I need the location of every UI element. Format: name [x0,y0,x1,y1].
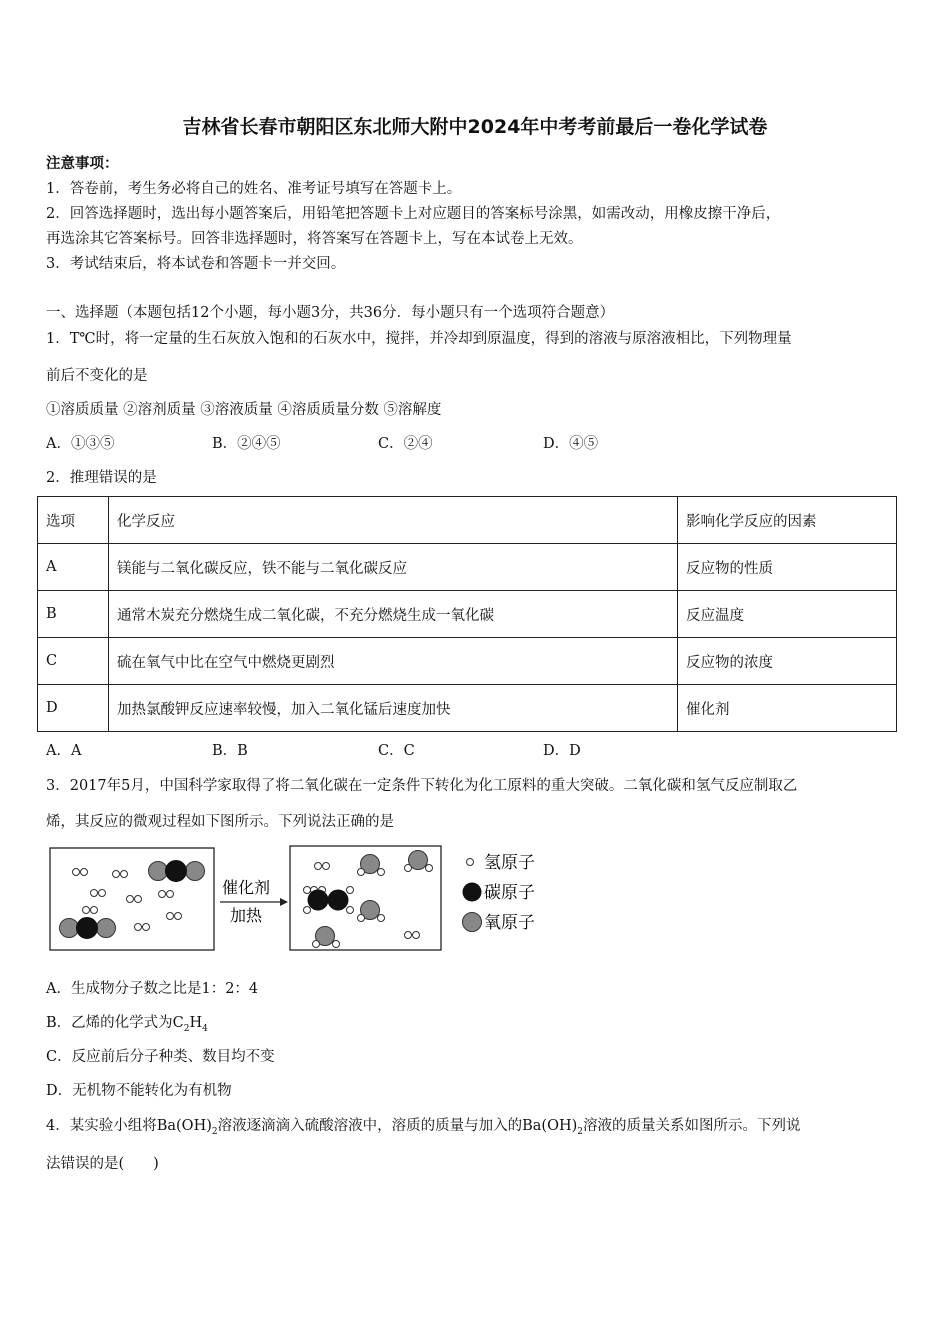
q3-option-a: A．生成物分子数之比是1：2：4 [46,981,259,997]
table-cell: 加热氯酸钾反应速率较慢，加入二氧化锰后速度加快 [109,685,678,732]
table-header-cell: 化学反应 [109,497,678,544]
section-heading: 一、选择题（本题包括12个小题，每小题3分，共36分．每小题只有一个选项符合题意） [46,305,615,321]
q3-option-d: D．无机物不能转化为有机物 [46,1083,232,1099]
h2o-molecule-2 [405,851,433,872]
notice-item-2: 2．回答选择题时，选出每小题答案后，用铅笔把答题卡上对应题目的答案标号涂黑，如需改动，用橡皮擦干净后， [46,206,781,222]
table-cell: 镁能与二氧化碳反应，铁不能与二氧化碳反应 [109,544,678,591]
table-cell: A [38,544,109,591]
table-cell: 反应物的性质 [678,544,897,591]
table-row [38,544,897,591]
table-cell: D [38,685,109,732]
q1-option-c: C．②④ [378,436,433,452]
q1-stem-line1: 1．T℃时，将一定量的生石灰放入饱和的石灰水中，搅拌，并冷却到原温度，得到的溶液与原溶液相比，下列物理量 [46,331,792,347]
notice-item-3: 3．考试结束后，将本试卷和答题卡一并交回。 [46,256,346,272]
legend-oxygen: 氧原子 [484,913,535,933]
q2-option-d: D．D [543,743,581,759]
q3-option-b-text-h: H [189,1015,203,1031]
legend-hydrogen: 氢原子 [484,853,535,873]
table-row [38,685,897,732]
formula-subscript: 2 [211,1126,218,1137]
hydrogen-legend-icon [467,859,474,866]
q2-table [37,496,897,732]
table-cell: 反应物的浓度 [678,638,897,685]
table-cell: C [38,638,109,685]
q4-stem-part1: 4．某实验小组将Ba(OH) [46,1118,212,1134]
table-cell: 催化剂 [678,685,897,732]
reaction-diagram-svg [48,844,548,956]
legend-carbon: 碳原子 [484,883,535,903]
q2-option-a: A．A [46,743,82,759]
q4-stem-line1 [46,1114,801,1137]
table-header-cell: 选项 [38,497,109,544]
q1-option-d: D．④⑤ [543,436,599,452]
q2-option-c: C．C [378,743,415,759]
page-title: 吉林省长春市朝阳区东北师大附中2024年中考考前最后一卷化学试卷 [182,116,768,138]
q1-stem-line2: 前后不变化的是 [46,368,148,384]
q4-stem-part3: 溶液的质量关系如图所示。下列说 [583,1118,801,1134]
notice-item-1: 1．答卷前，考生务必将自己的姓名、准考证号填写在答题卡上。 [46,181,462,197]
table-cell: 通常木炭充分燃烧生成二氧化碳，不充分燃烧生成一氧化碳 [109,591,678,638]
q3-stem-line1: 3．2017年5月，中国科学家取得了将二氧化碳在一定条件下转化为化工原料的重大突破。二氧化碳和氢气反应制取乙 [46,778,798,794]
table-row [38,638,897,685]
arrow-label-catalyst: 催化剂 [222,878,271,897]
h2o-molecule-3 [358,901,385,922]
arrow-label-heat: 加热 [230,906,263,925]
carbon-legend-icon [463,883,482,902]
table-row [38,591,897,638]
q1-option-a: A．①③⑤ [46,436,115,452]
q2-stem: 2．推理错误的是 [46,470,157,486]
q2-option-b: B．B [212,743,248,759]
notice-item-2-cont: 再选涂其它答案标号。回答非选择题时，将答案写在答题卡上，写在本试卷上无效。 [46,231,583,247]
table-cell: 反应温度 [678,591,897,638]
h2o-molecule-1 [358,855,385,876]
q3-option-c: C．反应前后分子种类、数目均不变 [46,1049,275,1065]
reaction-diagram [48,844,548,956]
q4-stem-part2: 溶液逐滴滴入硫酸溶液中，溶质的质量与加入的Ba(OH) [217,1118,578,1134]
q4-stem-line2: 法错误的是( ) [46,1156,159,1172]
formula-subscript: 2 [577,1126,583,1137]
q1-items: ①溶质质量 ②溶剂质量 ③溶液质量 ④溶质质量分数 ⑤溶解度 [46,402,442,418]
formula-subscript: 2 [183,1023,190,1034]
table-cell: 硫在氧气中比在空气中燃烧更剧烈 [109,638,678,685]
notice-heading: 注意事项： [46,155,119,172]
table-header-row [38,497,897,544]
q1-option-b: B．②④⑤ [212,436,281,452]
h2o-molecule-4 [313,927,340,948]
co2-molecule-2 [60,918,116,939]
q3-option-b-text: B．乙烯的化学式为C [46,1015,184,1031]
q3-stem-line2: 烯，其反应的微观过程如下图所示。下列说法正确的是 [46,814,394,830]
table-cell: B [38,591,109,638]
co2-molecule-1 [149,861,205,882]
table-header-cell: 影响化学反应的因素 [678,497,897,544]
q3-option-b [46,1011,208,1034]
formula-subscript: 4 [202,1023,208,1034]
reaction-arrowhead [280,898,288,906]
oxygen-legend-icon [463,913,482,932]
